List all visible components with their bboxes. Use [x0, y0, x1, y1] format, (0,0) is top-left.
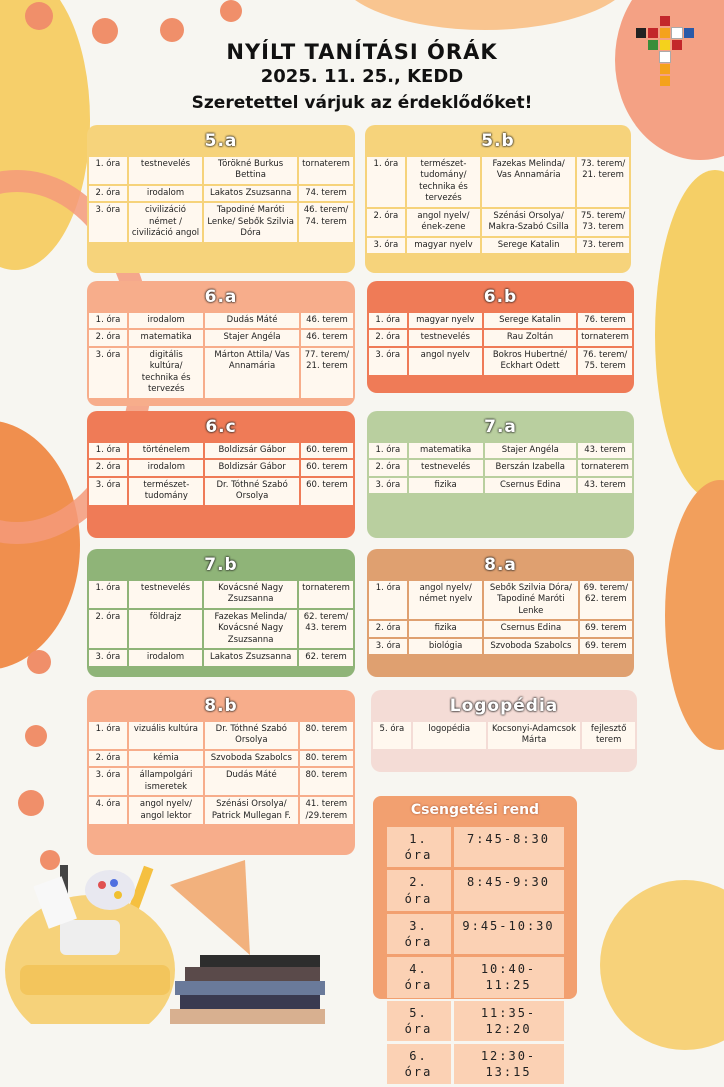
table-row [89, 797, 353, 824]
teacher-cell: Sebők Szilvia Dóra/ Tapodiné Maróti Lenke [484, 581, 578, 619]
teacher-cell: Szénási Orsolya/ Makra-Szabó Csilla [482, 209, 575, 236]
bell-row [387, 957, 564, 997]
room-cell: 46. terem/ 74. terem [299, 203, 353, 241]
subject-cell: angol nyelv [409, 348, 482, 375]
subject-cell: magyar nyelv [409, 313, 482, 328]
teacher-cell: Csernus Edina [484, 621, 578, 636]
bell-time-cell: 12:30-13:15 [454, 1044, 564, 1084]
table-row [369, 313, 632, 328]
table-row [369, 621, 632, 636]
period-cell: 5. óra [373, 722, 411, 749]
room-cell: 80. terem [300, 768, 353, 795]
room-cell: 80. terem [300, 751, 353, 766]
school-supplies-illustration [0, 845, 340, 1024]
period-cell: 1. óra [369, 313, 407, 328]
period-cell: 2. óra [89, 751, 127, 766]
period-cell: 2. óra [89, 610, 127, 648]
teacher-cell: Kovácsné Nagy Zsuzsanna [204, 581, 297, 608]
room-cell: 41. terem /29.terem [300, 797, 353, 824]
ruler-triangle-icon [170, 860, 250, 955]
bell-time-cell: 11:35-12:20 [454, 1001, 564, 1041]
subject-cell: logopédia [413, 722, 486, 749]
backpack-icon [5, 895, 175, 1024]
period-cell: 2. óra [369, 621, 407, 636]
table-row [367, 209, 629, 236]
room-cell: 60. terem [301, 478, 353, 505]
bell-row [387, 1044, 564, 1084]
decor-dot [25, 2, 53, 30]
bell-row [387, 870, 564, 910]
table-row [89, 348, 353, 398]
room-cell: 62. terem [299, 650, 353, 665]
bell-time-cell: 7:45-8:30 [454, 827, 564, 867]
period-cell: 2. óra [369, 330, 407, 345]
period-cell: 1. óra [89, 157, 127, 184]
class-card-7b [87, 549, 355, 677]
class-title: 5.b [481, 131, 515, 151]
subject-cell: digitális kultúra/ technika és tervezés [129, 348, 203, 398]
table-row [367, 157, 629, 207]
schedule-table [87, 720, 355, 826]
subject-cell: matematika [129, 330, 203, 345]
table-row [89, 203, 353, 241]
period-cell: 3. óra [89, 478, 127, 505]
table-row [89, 478, 353, 505]
room-cell: fejlesztő terem [582, 722, 635, 749]
class-card-5a [87, 125, 355, 273]
room-cell: tornaterem [578, 330, 632, 345]
room-cell: 46. terem [301, 330, 353, 345]
schedule-table [367, 441, 634, 495]
period-cell: 1. óra [89, 313, 127, 328]
period-cell: 3. óra [369, 348, 407, 375]
bell-period-cell: 3. óra [387, 914, 451, 954]
teacher-cell: Dr. Tóthné Szabó Orsolya [205, 722, 298, 749]
room-cell: 69. terem [580, 639, 632, 654]
teacher-cell: Stajer Angéla [205, 330, 299, 345]
period-cell: 3. óra [367, 238, 405, 253]
class-title: 6.a [204, 287, 238, 307]
period-cell: 3. óra [89, 768, 127, 795]
room-cell: 43. terem [578, 478, 632, 493]
teacher-cell: Törökné Burkus Bettina [204, 157, 297, 184]
subject-cell: magyar nyelv [407, 238, 480, 253]
subject-cell: testnevelés [409, 330, 482, 345]
subject-cell: kémia [129, 751, 203, 766]
decor-dot [18, 790, 44, 816]
schedule-table [87, 579, 355, 668]
table-row [89, 313, 353, 328]
period-cell: 2. óra [89, 186, 127, 201]
room-cell: 69. terem [580, 621, 632, 636]
room-cell: tornaterem [578, 460, 632, 475]
period-cell: 1. óra [367, 157, 405, 207]
table-row [89, 768, 353, 795]
room-cell: 60. terem [301, 443, 353, 458]
period-cell: 3. óra [369, 478, 407, 493]
table-row [89, 650, 353, 665]
class-card-6c [87, 411, 355, 538]
table-row [89, 581, 353, 608]
decor-dot [27, 650, 51, 674]
room-cell: 73. terem/ 21. terem [577, 157, 629, 207]
table-row [89, 610, 353, 648]
subject-cell: fizika [409, 478, 483, 493]
teacher-cell: Dudás Máté [205, 313, 299, 328]
teacher-cell: Bokros Hubertné/ Eckhart Odett [484, 348, 576, 375]
bell-period-cell: 1. óra [387, 827, 451, 867]
teacher-cell: Berszán Izabella [485, 460, 576, 475]
schedule-table [87, 155, 355, 244]
decor-dot [25, 725, 47, 747]
table-row [367, 238, 629, 253]
room-cell: 62. terem/ 43. terem [299, 610, 353, 648]
teacher-cell: Fazekas Melinda/ Vas Annamária [482, 157, 575, 207]
teacher-cell: Rau Zoltán [484, 330, 576, 345]
teacher-cell: Szénási Orsolya/ Patrick Mullegan F. [205, 797, 298, 824]
decor-blob-right-low [665, 480, 724, 750]
room-cell: 80. terem [300, 722, 353, 749]
subject-cell: természet-tudomány [129, 478, 203, 505]
room-cell: 75. terem/ 73. terem [577, 209, 629, 236]
period-cell: 1. óra [369, 581, 407, 619]
teacher-cell: Tapodiné Maróti Lenke/ Sebők Szilvia Dóra [204, 203, 297, 241]
subject-cell: történelem [129, 443, 203, 458]
schedule-table [367, 311, 634, 377]
room-cell: 46. terem [301, 313, 353, 328]
teacher-cell: Dr. Tóthné Szabó Orsolya [205, 478, 299, 505]
subject-cell: angol nyelv/ német nyelv [409, 581, 482, 619]
teacher-cell: Szvoboda Szabolcs [484, 639, 578, 654]
period-cell: 3. óra [89, 650, 127, 665]
decor-dot [160, 18, 184, 42]
room-cell: 77. terem/ 21. terem [301, 348, 353, 398]
room-cell: 69. terem/ 62. terem [580, 581, 632, 619]
book-stack-icon [180, 995, 320, 1009]
schedule-table [367, 579, 634, 656]
schedule-table [365, 155, 631, 255]
teacher-cell: Serege Katalin [482, 238, 575, 253]
teacher-cell: Lakatos Zsuzsanna [204, 186, 297, 201]
room-cell: 76. terem [578, 313, 632, 328]
table-row [369, 460, 632, 475]
table-row [369, 348, 632, 375]
schedule-table [87, 441, 355, 507]
teacher-cell: Boldizsár Gábor [205, 443, 299, 458]
period-cell: 3. óra [369, 639, 407, 654]
schedule-table [87, 311, 355, 400]
bell-schedule-title: Csengetési rend [410, 802, 540, 818]
table-row [89, 157, 353, 184]
room-cell: 74. terem [299, 186, 353, 201]
class-card-8a [367, 549, 634, 677]
teacher-cell: Dudás Máté [205, 768, 298, 795]
teacher-cell: Csernus Edina [485, 478, 576, 493]
subject-cell: testnevelés [409, 460, 483, 475]
class-card-5b [365, 125, 631, 273]
class-card-6a [87, 281, 355, 406]
class-card-logopedia [371, 690, 637, 772]
bell-table [384, 824, 567, 1087]
table-row [373, 722, 635, 749]
class-card-7a [367, 411, 634, 538]
teacher-cell: Stajer Angéla [485, 443, 576, 458]
schedule-table [371, 720, 637, 751]
bell-schedule [373, 796, 577, 1080]
welcome-subtitle: Szeretettel várjuk az érdeklődőket! [191, 93, 533, 113]
table-row [89, 443, 353, 458]
teacher-cell: Márton Attila/ Vas Annamária [205, 348, 299, 398]
period-cell: 1. óra [89, 581, 127, 608]
teacher-cell: Kocsonyi-Adamcsok Márta [488, 722, 581, 749]
period-cell: 1. óra [89, 722, 127, 749]
table-row [369, 330, 632, 345]
event-date: 2025. 11. 25., KEDD [260, 66, 464, 87]
period-cell: 3. óra [89, 348, 127, 398]
class-title: 7.a [484, 417, 517, 437]
subject-cell: angol nyelv/ angol lektor [129, 797, 203, 824]
subject-cell: állampolgári ismeretek [129, 768, 203, 795]
room-cell: 43. terem [578, 443, 632, 458]
class-title: 6.c [205, 417, 237, 437]
subject-cell: irodalom [129, 186, 203, 201]
room-cell: 73. terem [577, 238, 629, 253]
bell-time-cell: 10:40-11:25 [454, 957, 564, 997]
period-cell: 2. óra [89, 330, 127, 345]
subject-cell: matematika [409, 443, 483, 458]
class-title: 8.b [204, 696, 238, 716]
class-title: 7.b [204, 555, 238, 575]
bell-period-cell: 2. óra [387, 870, 451, 910]
subject-cell: angol nyelv/ ének-zene [407, 209, 480, 236]
period-cell: 1. óra [369, 443, 407, 458]
period-cell: 2. óra [369, 460, 407, 475]
table-row [369, 639, 632, 654]
table-row [89, 460, 353, 475]
subject-cell: irodalom [129, 460, 203, 475]
bell-time-cell: 9:45-10:30 [454, 914, 564, 954]
class-title: 8.a [484, 555, 517, 575]
room-cell: 76. terem/ 75. terem [578, 348, 632, 375]
class-title: Logopédia [449, 696, 559, 716]
subject-cell: vizuális kultúra [129, 722, 203, 749]
bell-period-cell: 5. óra [387, 1001, 451, 1041]
room-cell: 60. terem [301, 460, 353, 475]
subject-cell: irodalom [129, 313, 203, 328]
bell-row [387, 914, 564, 954]
teacher-cell: Szvoboda Szabolcs [205, 751, 298, 766]
teacher-cell: Serege Katalin [484, 313, 576, 328]
table-row [369, 478, 632, 493]
room-cell: tornaterem [299, 157, 353, 184]
subject-cell: testnevelés [129, 581, 203, 608]
class-card-6b [367, 281, 634, 393]
table-row [369, 443, 632, 458]
decor-blob-peach-top [335, 0, 635, 30]
bell-period-cell: 6. óra [387, 1044, 451, 1084]
subject-cell: fizika [409, 621, 482, 636]
class-card-8b [87, 690, 355, 855]
bell-time-cell: 8:45-9:30 [454, 870, 564, 910]
period-cell: 1. óra [89, 443, 127, 458]
decor-blob-right-mid [655, 170, 724, 500]
table-row [369, 581, 632, 619]
subject-cell: természet-tudomány/ technika és tervezés [407, 157, 480, 207]
table-row [89, 330, 353, 345]
period-cell: 2. óra [367, 209, 405, 236]
table-row [89, 722, 353, 749]
bell-row [387, 827, 564, 867]
table-row [89, 186, 353, 201]
subject-cell: irodalom [129, 650, 203, 665]
period-cell: 3. óra [89, 203, 127, 241]
teacher-cell: Boldizsár Gábor [205, 460, 299, 475]
page-title: NYÍLT TANÍTÁSI ÓRÁK [226, 40, 498, 64]
subject-cell: civilizáció német / civilizáció angol [129, 203, 203, 241]
bell-period-cell: 4. óra [387, 957, 451, 997]
period-cell: 4. óra [89, 797, 127, 824]
class-title: 6.b [483, 287, 518, 307]
period-cell: 2. óra [89, 460, 127, 475]
teacher-cell: Lakatos Zsuzsanna [204, 650, 297, 665]
table-row [89, 751, 353, 766]
teacher-cell: Fazekas Melinda/ Kovácsné Nagy Zsuzsanna [204, 610, 297, 648]
decor-blob-right-bottom [600, 880, 724, 1050]
subject-cell: testnevelés [129, 157, 203, 184]
room-cell: tornaterem [299, 581, 353, 608]
decor-dot [220, 0, 242, 22]
subject-cell: földrajz [129, 610, 203, 648]
class-title: 5.a [204, 131, 238, 151]
bell-row [387, 1001, 564, 1041]
subject-cell: biológia [409, 639, 482, 654]
